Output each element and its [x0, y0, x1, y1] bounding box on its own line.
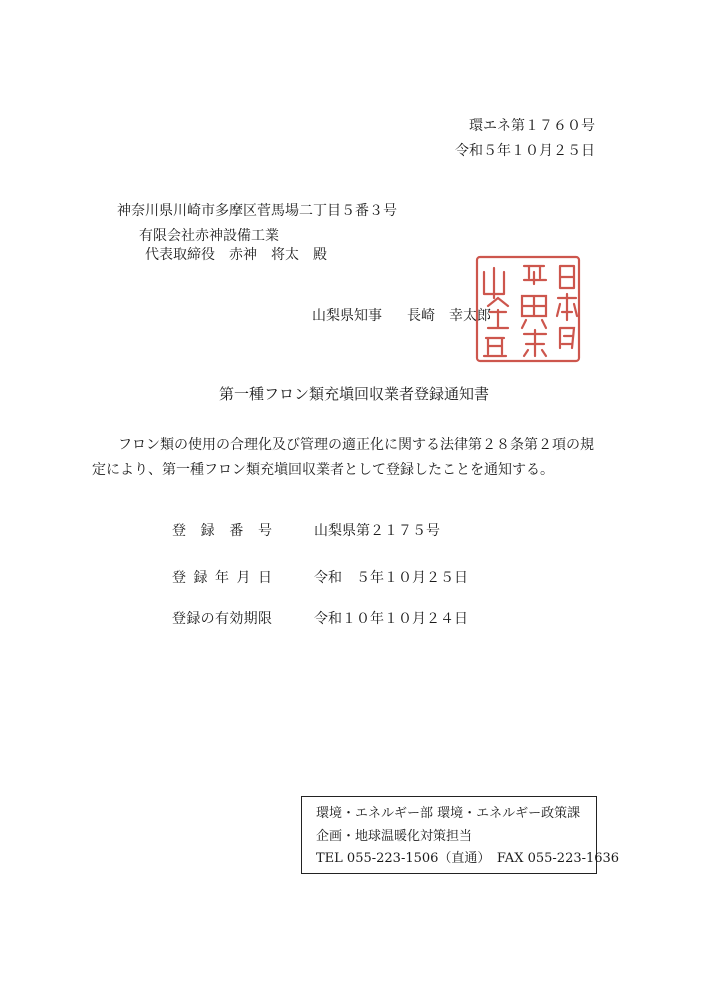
contact-box [301, 796, 620, 874]
contact-section: 企画・地球温暖化対策担当 [316, 829, 473, 844]
registration-number-value: 山梨県第２１７５号 [314, 523, 440, 539]
issuer-title: 山梨県知事 [312, 308, 382, 324]
registration-date-value: 令和 ５年１０月２５日 [314, 570, 468, 586]
validity-period-label: 登録の有効期限 [172, 611, 272, 627]
recipient-address: 神奈川県川崎市多摩区菅馬場二丁目５番３号 [117, 203, 397, 219]
validity-period-value: 令和１０年１０月２４日 [314, 611, 468, 627]
contact-phone-fax: TEL 055-223-1506（直通） FAX 055-223-1636 [316, 851, 620, 866]
document-date: 令和５年１０月２５日 [455, 143, 595, 159]
recipient-representative: 代表取締役 赤神 将太 殿 [145, 247, 327, 263]
contact-department: 環境・エネルギー部 環境・エネルギー政策課 [316, 806, 581, 821]
registration-number-label: 登録番号 [172, 523, 272, 539]
issuer-name: 長崎 幸太郎 [407, 308, 491, 324]
registration-date-label: 登録年月日 [172, 570, 272, 586]
document-title: 第一種フロン類充塡回収業者登録通知書 [218, 385, 489, 403]
recipient-company: 有限会社赤神設備工業 [139, 228, 279, 244]
official-seal-icon [474, 254, 582, 364]
document-number: 環エネ第１７６０号 [469, 118, 595, 134]
body-text-line-1: フロン類の使用の合理化及び管理の適正化に関する法律第２８条第２項の規 [118, 437, 594, 453]
body-text-line-2: 定により、第一種フロン類充塡回収業者として登録したことを通知する。 [92, 462, 554, 478]
